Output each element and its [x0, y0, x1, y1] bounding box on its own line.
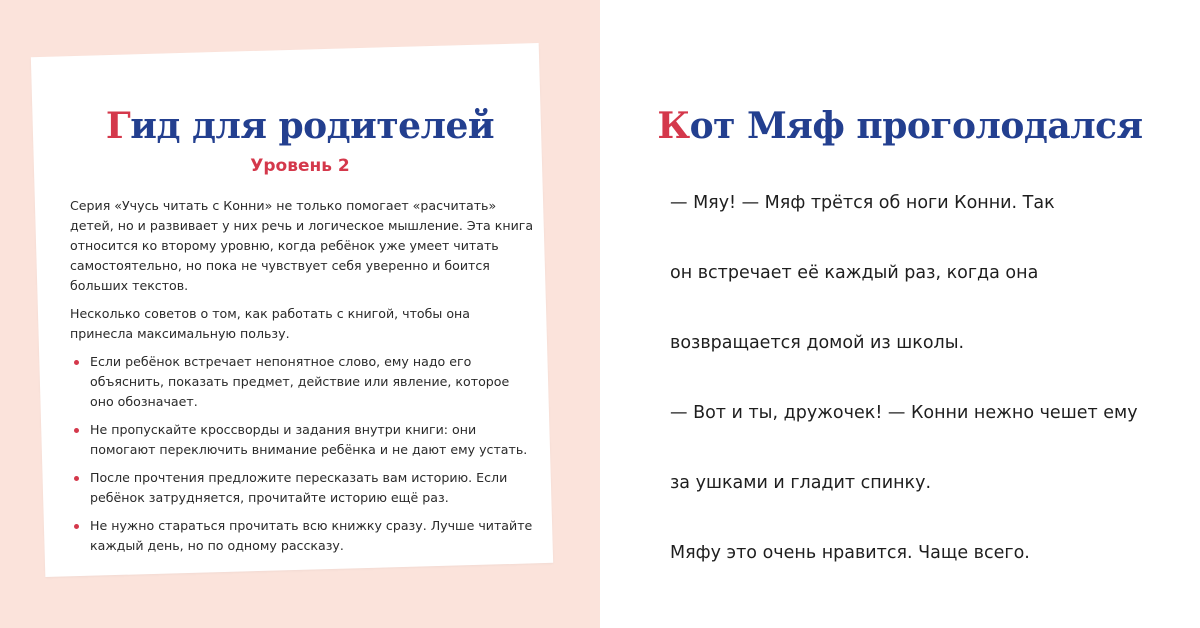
tip-item: [70, 516, 534, 556]
guide-title-rest: ид для родителей: [130, 105, 495, 147]
tip-text: После прочтения предложите пересказать вам историю. Если ребёнок затрудняется, прочитайте историю ещё раз.: [90, 470, 508, 505]
tip-text: Если ребёнок встречает непонятное слово, ему надо его объяснить, показать предмет, действие или явление, которое оно обозначает.: [90, 354, 510, 409]
story-title-rest: от Мяф проголодался: [689, 105, 1143, 147]
story-line: Мяфу это очень нравится. Чаще всего.: [670, 543, 1030, 563]
bullet-icon: [74, 476, 79, 481]
guide-body: [70, 196, 534, 564]
guide-paragraph: Серия «Учусь читать с Конни» не только помогает «расчитать» детей, но и развивает у них речь и логическое мышление. Эта книга относится ко второму уровню, когда ребёнок уже умеет читать самостоятельно, но пока не чувствует себя уверенно и боится больших текстов.: [70, 198, 534, 293]
tip-text: Не пропускайте кроссворды и задания внутри книги: они помогают переключить внимание ребёнка и не дают ему устать.: [90, 422, 528, 457]
tip-item: [70, 420, 534, 460]
bullet-icon: [74, 360, 79, 365]
story-title: [600, 104, 1200, 148]
story-line: за ушками и гладит спинку.: [670, 473, 932, 493]
tips-list: [70, 352, 534, 556]
story-line: он встречает её каждый раз, когда она: [670, 263, 1039, 283]
guide-paragraph: Несколько советов о том, как работать с книгой, чтобы она принесла максимальную пользу.: [70, 306, 471, 341]
story-line: — Вот и ты, дружочек! — Конни нежно чешет ему: [670, 403, 1138, 423]
tip-item: [70, 468, 534, 508]
tip-text: Не нужно стараться прочитать всю книжку сразу. Лучше читайте каждый день, но по одному рассказу.: [90, 518, 533, 553]
story-line: — Мяу! — Мяф трётся об ноги Конни. Так: [670, 193, 1055, 213]
tip-item: [70, 352, 534, 412]
story-title-initial: К: [657, 105, 690, 147]
guide-title-initial: Г: [105, 105, 131, 147]
story-line: возвращается домой из школы.: [670, 333, 965, 353]
guide-subtitle: Уровень 2: [250, 156, 350, 176]
bullet-icon: [74, 524, 79, 529]
guide-title: [0, 104, 600, 148]
bullet-icon: [74, 428, 79, 433]
